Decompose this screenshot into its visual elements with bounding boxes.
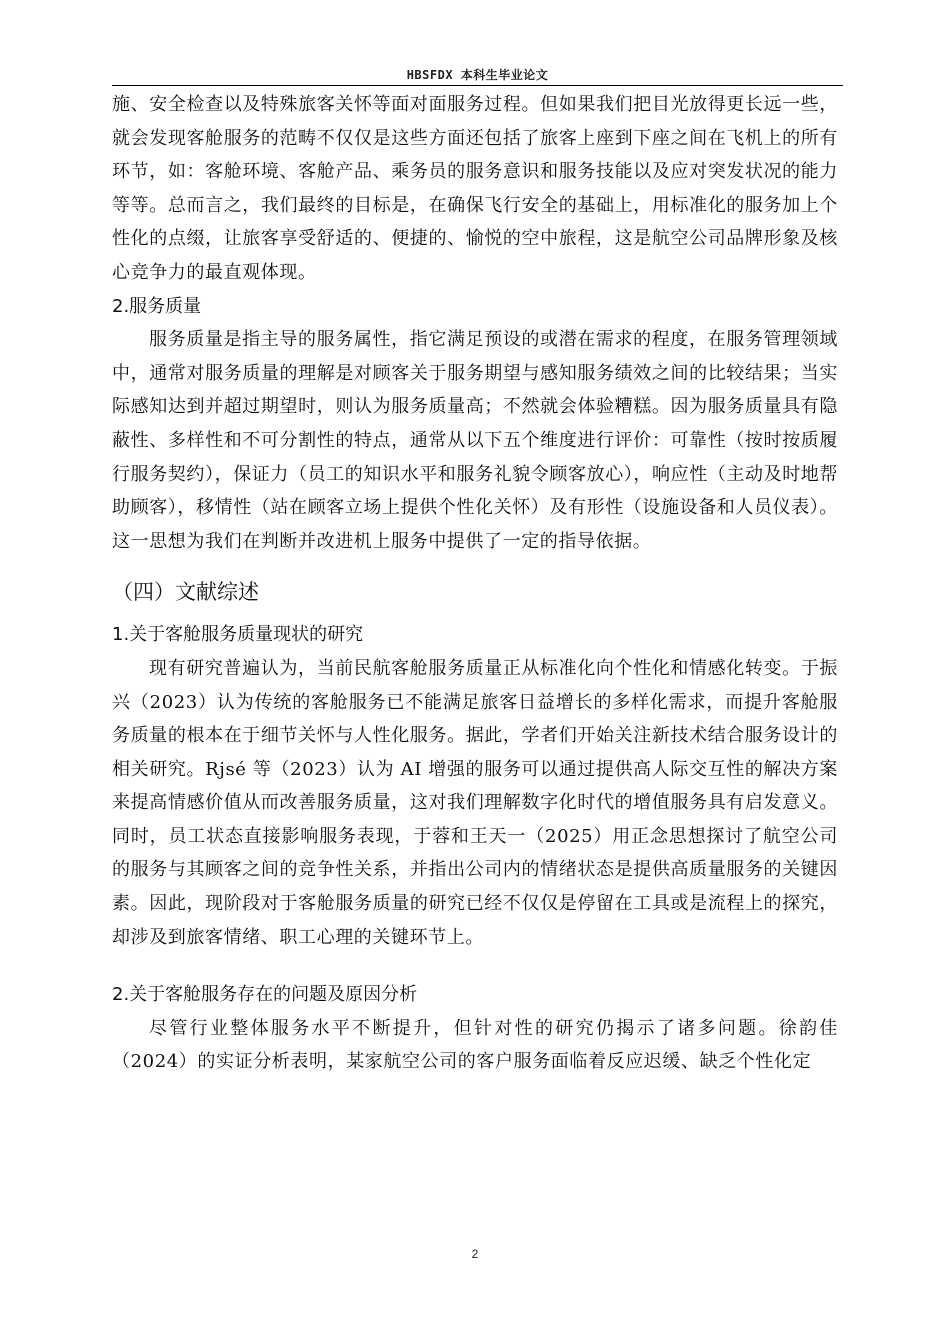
subheading-problems-analysis: 2.关于客舱服务存在的问题及原因分析	[112, 984, 418, 1006]
paragraph-cabin-service-scope: 施、安全检查以及特殊旅客关怀等面对面服务过程。但如果我们把目光放得更长远一些，就会发现客舱服务的范畴不仅仅是这些方面还包括了旅客上座到下座之间在飞机上的所有环节，如：客舱环境、客舱产品、乘务员的服务意识和服务技能以及应对突发状况的能力等等。总而言之，我们最终的目标是，在确保飞行安全的基础上，用标准化的服务加上个性化的点缀，让旅客享受舒适的、便捷的、愉悦的空中旅程，这是航空公司品牌形象及核心竞争力的最直观体现。	[112, 94, 838, 283]
header-rule	[112, 85, 843, 86]
subheading-research-status: 1.关于客舱服务质量现状的研究	[112, 624, 364, 646]
section-title-literature-review: （四）文献综述	[112, 580, 259, 605]
page-number: 2	[471, 1247, 479, 1261]
subheading-service-quality: 2.服务质量	[112, 295, 202, 317]
paragraph-problems-analysis: 尽管行业整体服务水平不断提升，但针对性的研究仍揭示了诸多问题。徐韵佳（2024）的实证分析表明，某家航空公司的客户服务面临着反应迟缓、缺乏个性化定	[112, 1017, 838, 1073]
paragraph-service-quality: 服务质量是指主导的服务属性，指它满足预设的或潜在需求的程度，在服务管理领域中，通常对服务质量的理解是对顾客关于服务期望与感知服务绩效之间的比较结果；当实际感知达到并超过期望时，则认为服务质量高；不然就会体验糟糕。因为服务质量具有隐蔽性、多样性和不可分割性的特点，通常从以下五个维度进行评价：可靠性（按时按质履行服务契约），保证力（员工的知识水平和服务礼貌令顾客放心），响应性（主动及时地帮助顾客），移情性（站在顾客立场上提供个性化关怀）及有形性（设施设备和人员仪表）。这一思想为我们在判断并改进机上服务中提供了一定的指导依据。	[112, 329, 838, 552]
paragraph-spacer	[112, 954, 838, 978]
paragraph-research-status: 现有研究普遍认为，当前民航客舱服务质量正从标准化向个性化和情感化转变。于振兴（2023）认为传统的客舱服务已不能满足旅客日益增长的多样化需求，而提升客舱服务质量的根本在于细节关怀与人性化服务。据此，学者们开始关注新技术结合服务设计的相关研究。Rjsé 等（2023）认为 AI 增强的服务可以通过提供高人际交互性的解决方案来提高情感价值从而改善服务质量，这对我们理解数字化时代的增值服务具有启发意义。同时，员工状态直接影响服务表现，于蓉和王天一（2025）用正念思想探讨了航空公司的服务与其顾客之间的竞争性关系，并指出公司内的情绪状态是提供高质量服务的关键因素。因此，现阶段对于客舱服务质量的研究已经不仅仅是停留在工具或是流程上的探究，却涉及到旅客情绪、职工心理的关键环节上。	[112, 657, 838, 948]
page-header: HBSFDX 本科生毕业论文	[406, 68, 549, 82]
page-body	[112, 88, 838, 1079]
